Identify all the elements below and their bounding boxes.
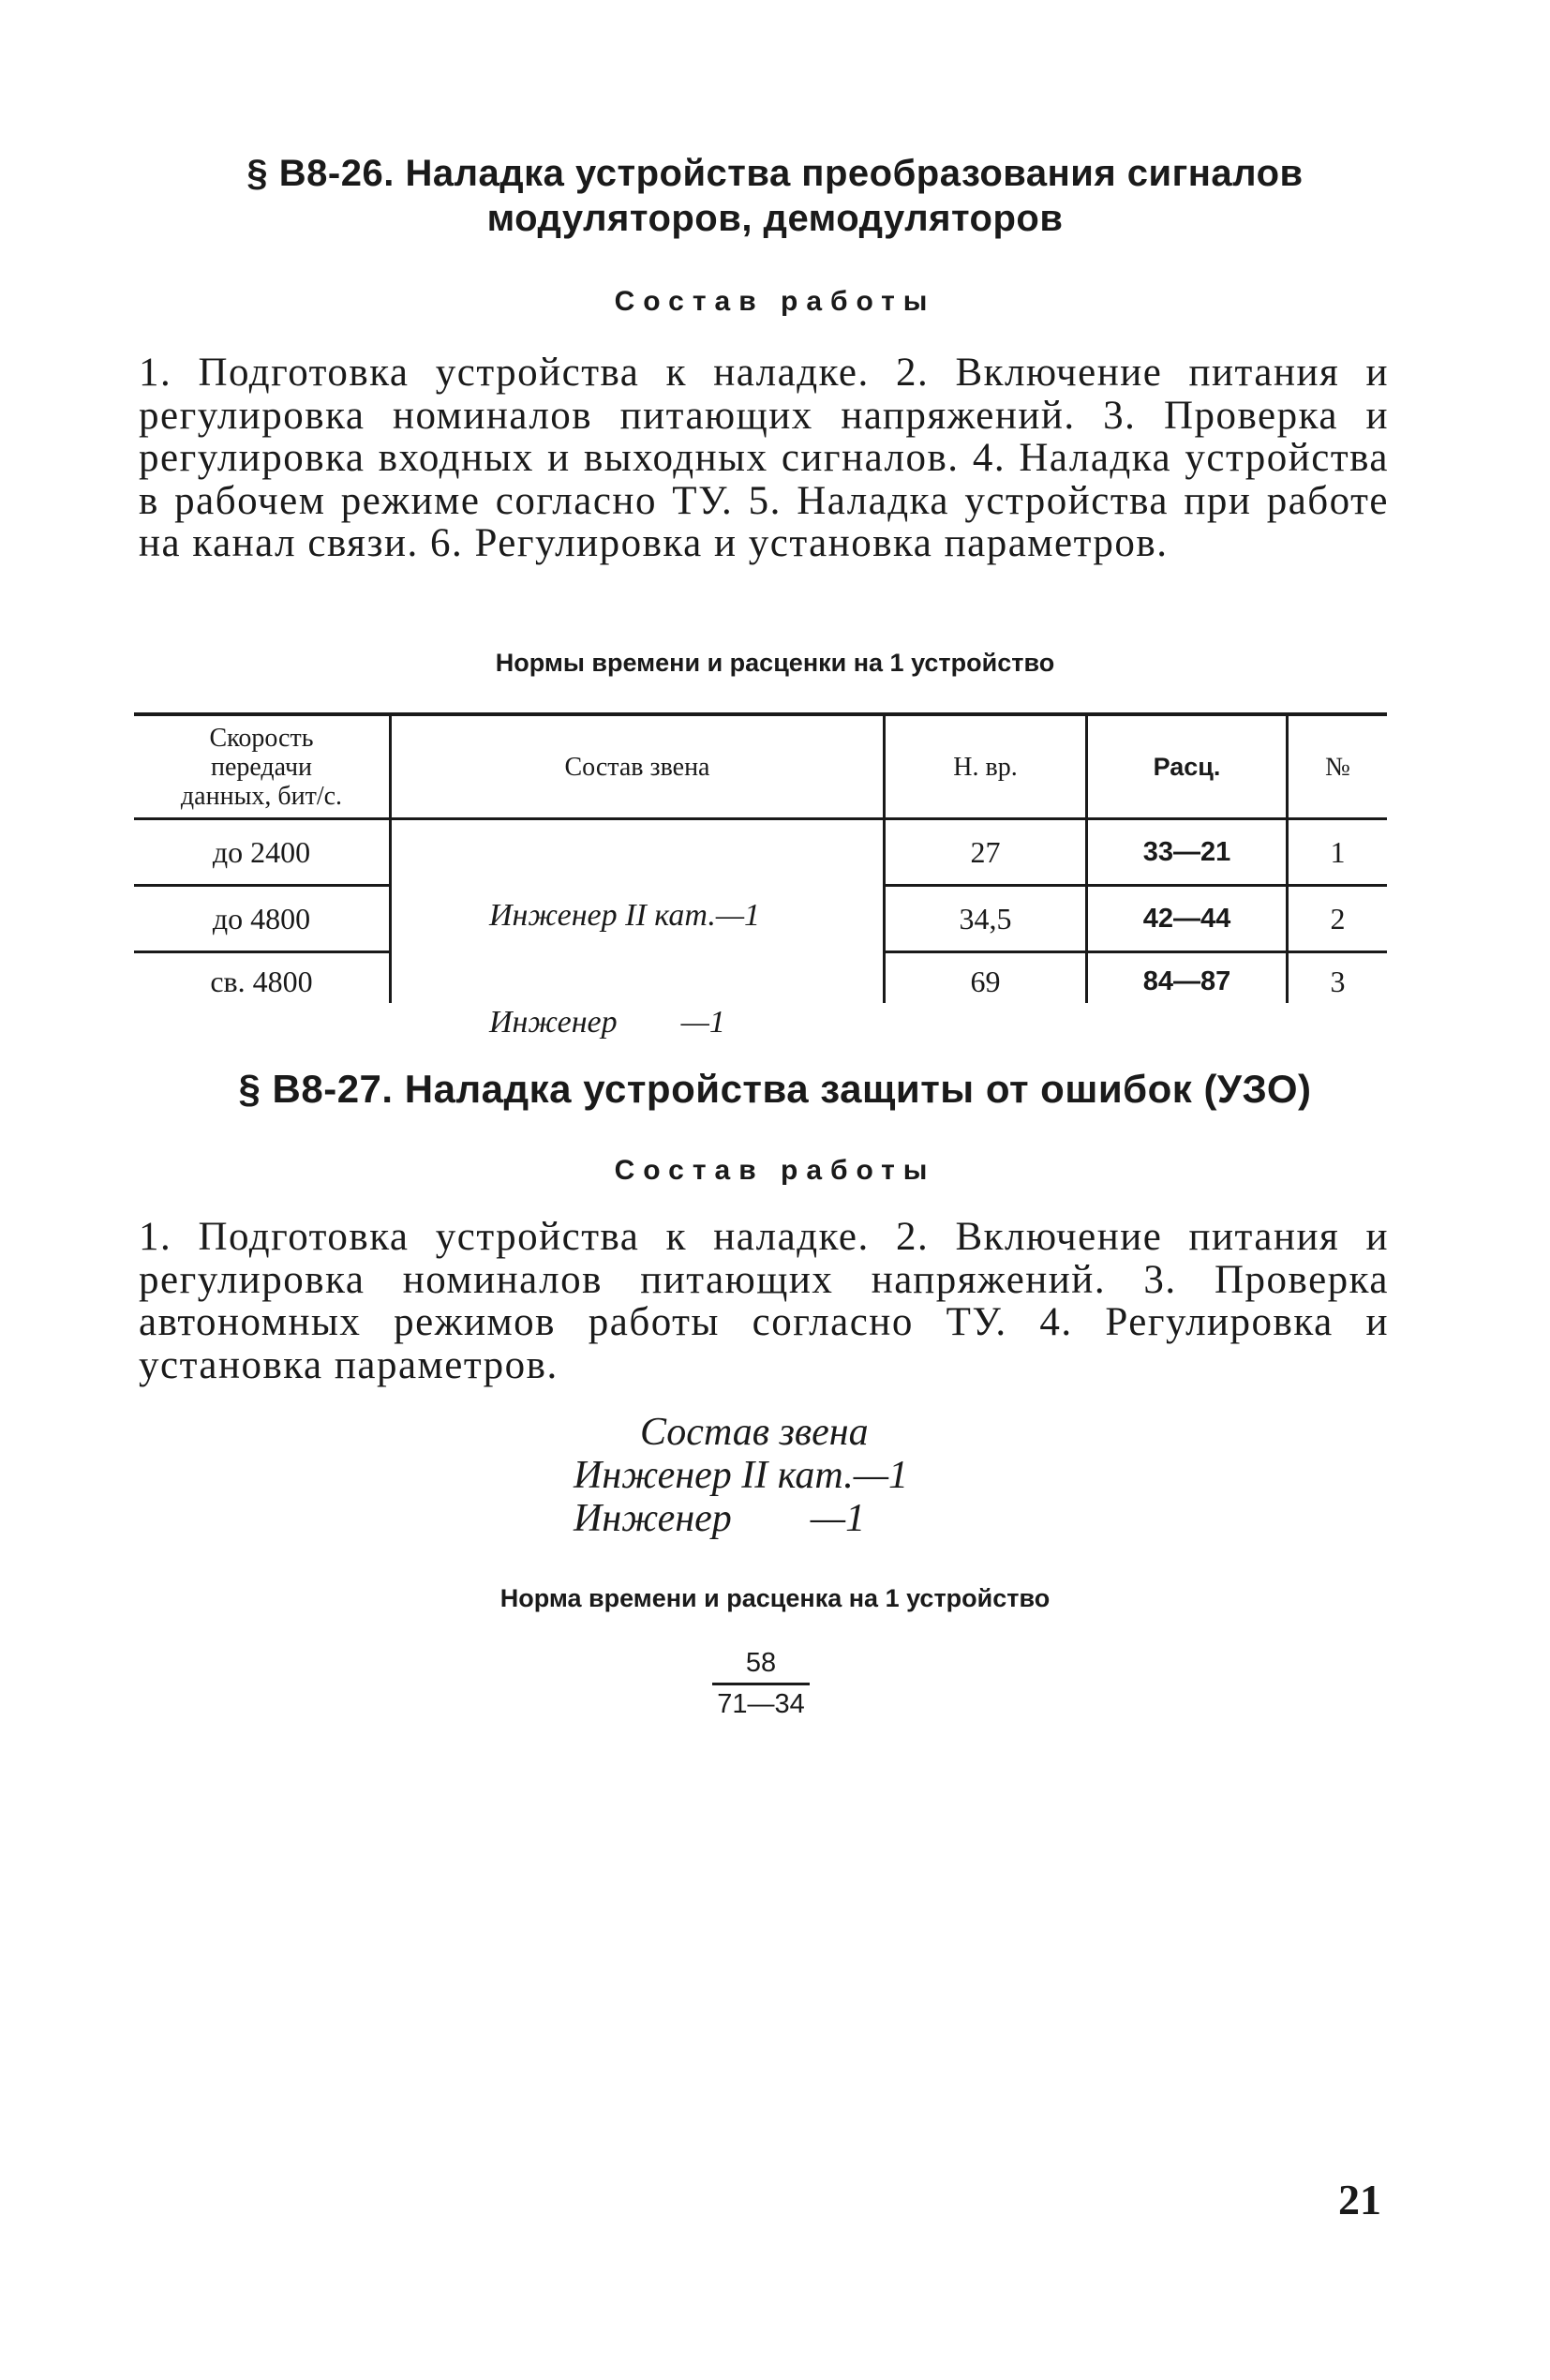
row3-speed: св. 4800 [210, 964, 313, 998]
row1-number: 1 [1330, 834, 1346, 869]
work-composition-text-2: 1. Подготовка устройства к наладке. 2. Включение питания и регулировка номиналов питающих напряжений. 3. Проверка автономных режимов работы согласно ТУ. 4. Регулировка и установка параметров. [139, 1215, 1389, 1387]
row2-number: 2 [1330, 901, 1346, 936]
norm-caption: Норма времени и расценка на 1 устройство [499, 1584, 1051, 1612]
row3-number: 3 [1330, 964, 1346, 998]
header-speed-line1: Скорость [209, 723, 314, 753]
work-composition-heading-2: Состав работы [614, 1155, 936, 1186]
norm-fraction [705, 1648, 817, 1720]
header-crew: Состав звена [564, 752, 710, 782]
work-composition-heading: Состав работы [614, 286, 936, 317]
row1-rate: 33—21 [1142, 836, 1231, 867]
table-crew-line2: Инженер —1 [489, 1005, 725, 1040]
section-title-b8-26-line2: модуляторов, демодуляторов [486, 198, 1064, 239]
row1-time: 27 [970, 834, 1001, 869]
norm-time: 58 [745, 1648, 777, 1678]
row2-time: 34,5 [959, 901, 1012, 936]
header-speed [134, 716, 389, 817]
row3-time: 69 [970, 964, 1001, 998]
header-number: № [1325, 752, 1350, 782]
header-speed-line3: данных, бит/с. [180, 781, 343, 811]
header-speed-line2: передачи [210, 752, 313, 782]
header-time: Н. вр. [953, 752, 1018, 782]
row3-rate: 84—87 [1142, 965, 1231, 996]
norm-rate: 71—34 [717, 1689, 805, 1719]
row2-speed: до 4800 [212, 901, 311, 936]
section-title-b8-26-line1: § В8-26. Наладка устройства преобразования сигналов [246, 153, 1304, 194]
page-number: 21 [1338, 2176, 1381, 2223]
row2-rate: 42—44 [1142, 903, 1231, 934]
section-title-b8-27: § В8-27. Наладка устройства защиты от ошибок (УЗО) [238, 1067, 1312, 1111]
table-caption: Нормы времени и расценки на 1 устройство [495, 649, 1055, 677]
crew-heading: Состав звена [640, 1411, 869, 1454]
row1-speed: до 2400 [212, 834, 311, 869]
work-composition-text: 1. Подготовка устройства к наладке. 2. Включение питания и регулировка номиналов питающих напряжений. 3. Проверка и регулировка входных и выходных сигналов. 4. Наладка устройства в рабочем режиме согласно ТУ. 5. Наладка устройства при работе на канал связи. 6. Регулировка и установка параметров. [139, 351, 1389, 565]
header-rate: Расц. [1153, 752, 1221, 781]
crew-line2: Инженер —1 [574, 1497, 866, 1540]
crew-line1: Инженер II кат.—1 [574, 1454, 909, 1497]
table-crew-line1: Инженер II кат.—1 [489, 898, 761, 933]
